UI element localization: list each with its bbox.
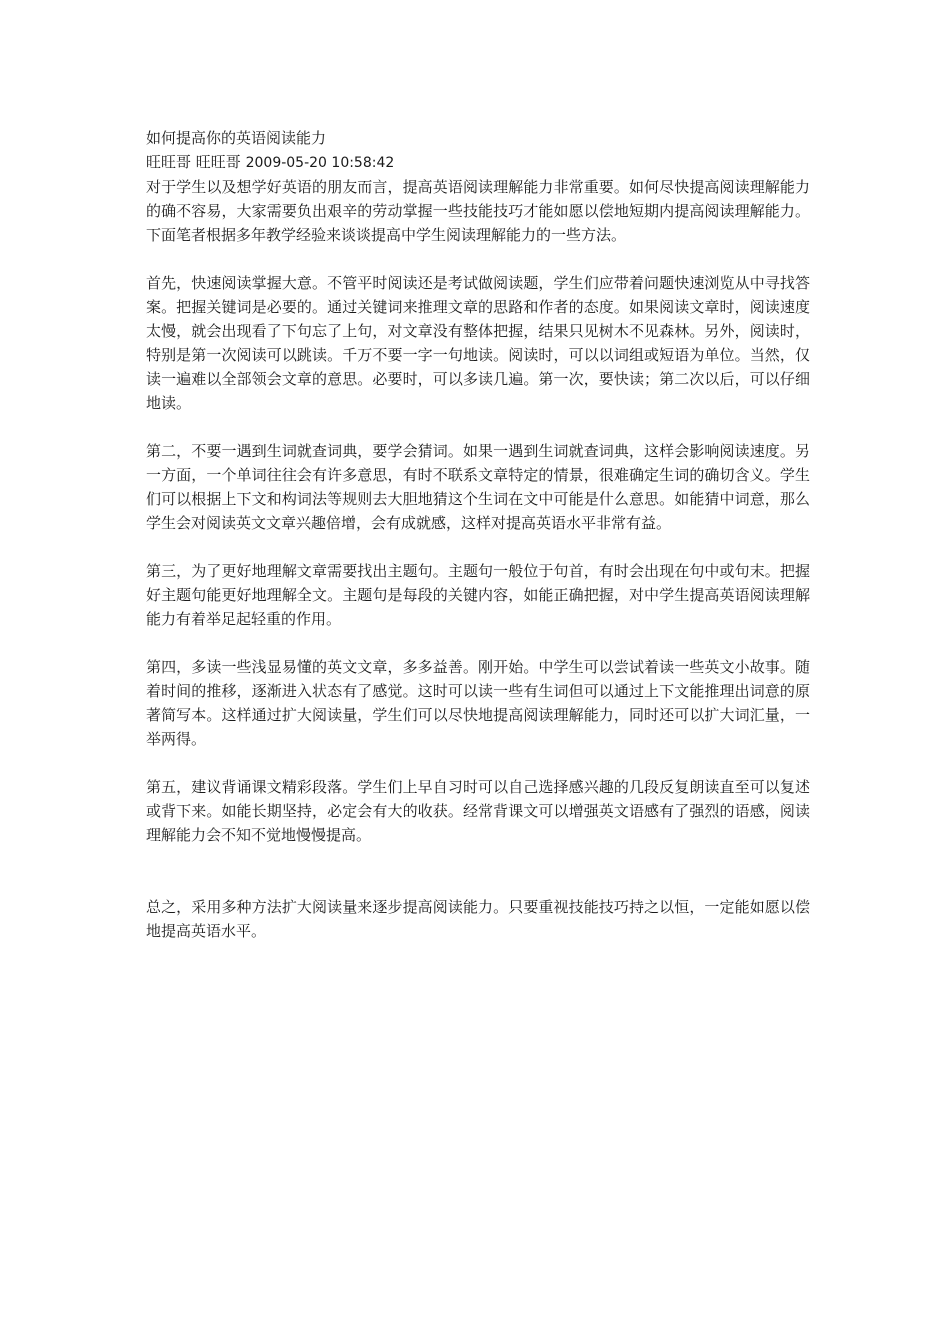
- author-name-repeat: 旺旺哥: [195, 153, 241, 171]
- article-body: [146, 126, 810, 967]
- article-meta: [146, 150, 810, 175]
- author-name: 旺旺哥: [146, 153, 192, 171]
- paragraph-intro: 对于学生以及想学好英语的朋友而言，提高英语阅读理解能力非常重要。如何尽快提高阅读理解能力的确不容易，大家需要负出艰辛的劳动掌握一些技能技巧才能如愿以偿地短期内提高阅读理解能力。下面笔者根据多年教学经验来谈谈提高中学生阅读理解能力的一些方法。: [146, 178, 810, 244]
- paragraph-conclusion: 总之，采用多种方法扩大阅读量来逐步提高阅读能力。只要重视技能技巧持之以恒，一定能如愿以偿地提高英语水平。: [146, 898, 810, 940]
- post-datetime: 2009-05-20 10:58:42: [245, 155, 395, 171]
- blank-line: [146, 871, 810, 895]
- paragraph-first: 首先，快速阅读掌握大意。不管平时阅读还是考试做阅读题，学生们应带着问题快速浏览从中寻找答案。把握关键词是必要的。通过关键词来推理文章的思路和作者的态度。如果阅读文章时，阅读速度太慢，就会出现看了下句忘了上句，对文章没有整体把握，结果只见树木不见森林。另外，阅读时，特别是第一次阅读可以跳读。千万不要一字一句地读。阅读时，可以以词组或短语为单位。当然，仅读一遍难以全部领会文章的意思。必要时，可以多读几遍。第一次，要快读；第二次以后，可以仔细地读。: [146, 274, 810, 412]
- article-title: 如何提高你的英语阅读能力: [146, 129, 327, 147]
- paragraph-fifth: 第五，建议背诵课文精彩段落。学生们上早自习时可以自己选择感兴趣的几段反复朗读直至可以复述或背下来。如能长期坚持，必定会有大的收获。经常背课文可以增强英文语感有了强烈的语感，阅读理解能力会不知不觉地慢慢提高。: [146, 778, 810, 844]
- paragraph-fourth: 第四，多读一些浅显易懂的英文文章，多多益善。刚开始。中学生可以尝试着读一些英文小故事。随着时间的推移，逐渐进入状态有了感觉。这时可以读一些有生词但可以通过上下文能推理出词意的原著简写本。这样通过扩大阅读量，学生们可以尽快地提高阅读理解能力，同时还可以扩大词汇量，一举两得。: [146, 658, 810, 748]
- paragraph-third: 第三，为了更好地理解文章需要找出主题句。主题句一般位于句首，有时会出现在句中或句末。把握好主题句能更好地理解全文。主题句是每段的关键内容，如能正确把握，对中学生提高英语阅读理解能力有着举足起轻重的作用。: [146, 562, 810, 628]
- paragraph-second: 第二，不要一遇到生词就查词典，要学会猜词。如果一遇到生词就查词典，这样会影响阅读速度。另一方面，一个单词往往会有许多意思，有时不联系文章特定的情景，很难确定生词的确切含义。学生们可以根据上下文和构词法等规则去大胆地猜这个生词在文中可能是什么意思。如能猜中词意，那么学生会对阅读英文文章兴趣倍增，会有成就感，这样对提高英语水平非常有益。: [146, 442, 810, 532]
